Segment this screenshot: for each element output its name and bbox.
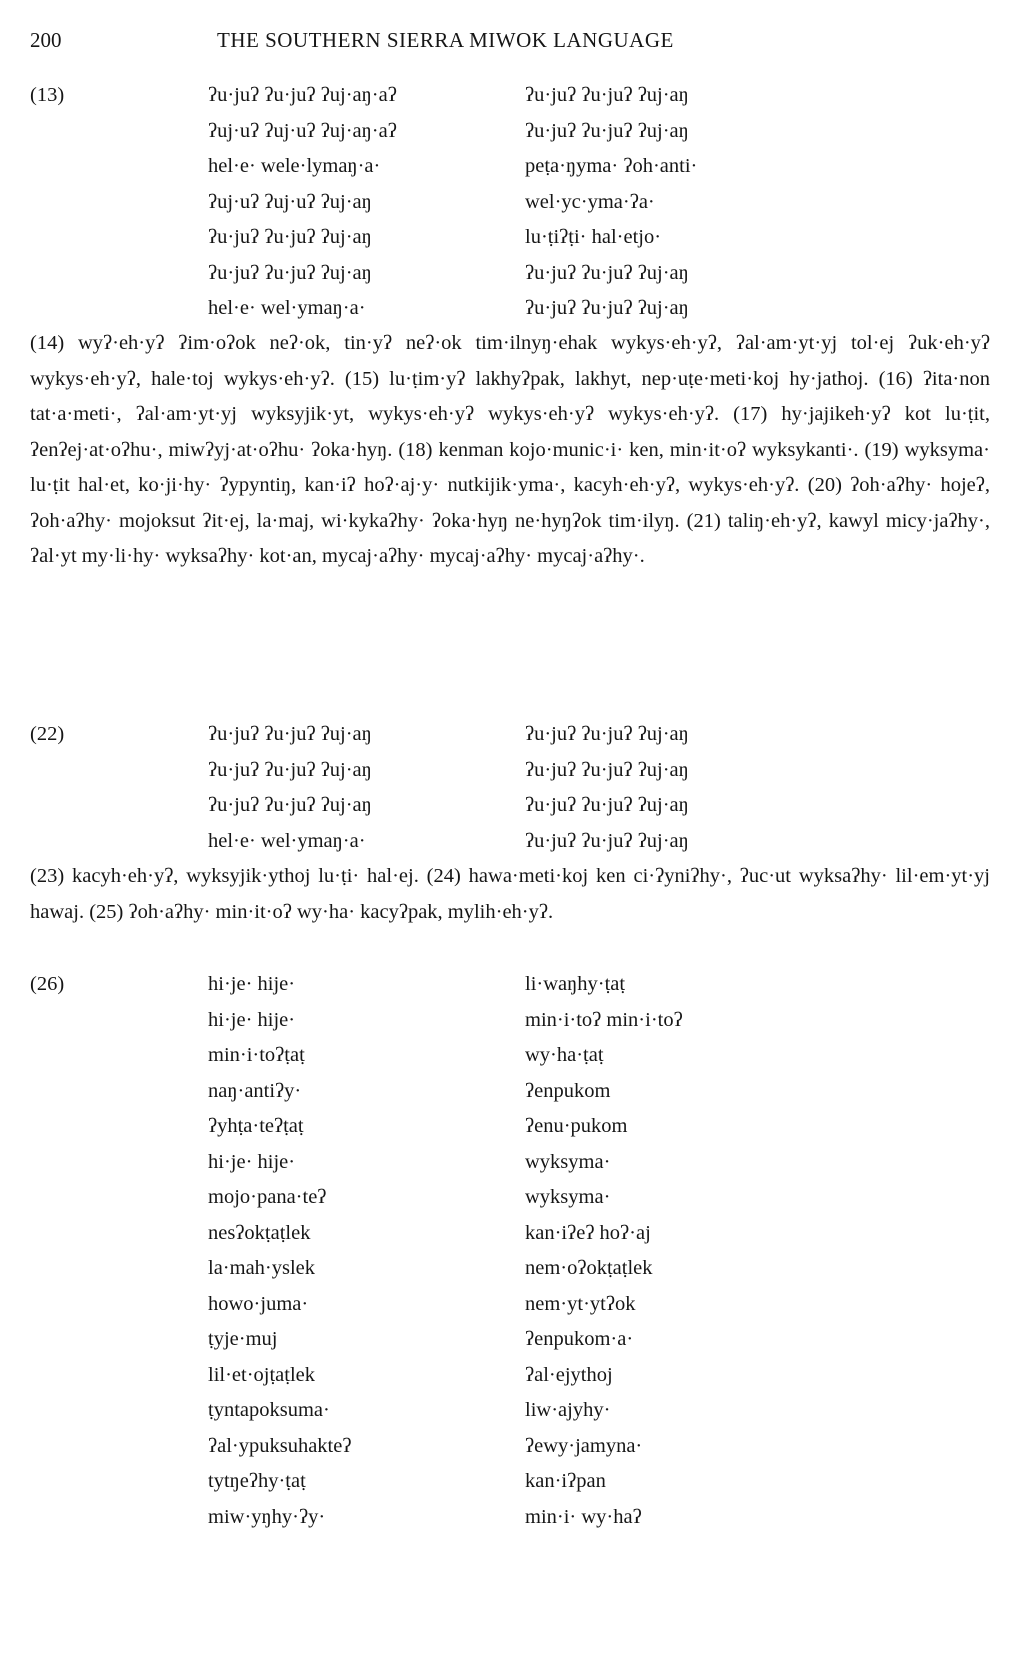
example-left-line: hi·je· hije· bbox=[208, 973, 296, 995]
example-row bbox=[30, 717, 990, 753]
example-right-line: min·i·toʔ min·i·toʔ bbox=[525, 1008, 683, 1031]
example-left-line: hi·je· hije· bbox=[208, 1008, 296, 1031]
example-left-line: ʔu·juʔ ʔu·juʔ ʔuj·aŋ bbox=[208, 723, 372, 745]
example-left-line: hel·e· wele·lymaŋ·a· bbox=[208, 155, 381, 177]
example-left-line: ʔu·juʔ ʔu·juʔ ʔuj·aŋ·aʔ bbox=[208, 84, 397, 106]
example-row bbox=[30, 256, 990, 292]
example-right-line: min·i· wy·haʔ bbox=[525, 1505, 642, 1528]
prose-paragraph-14-21 bbox=[30, 326, 990, 575]
example-13 bbox=[30, 78, 990, 327]
example-row bbox=[30, 1145, 990, 1181]
example-row bbox=[30, 1322, 990, 1358]
example-left-line: mojo·pana·teʔ bbox=[208, 1186, 327, 1208]
example-right-line: ʔenu·pukom bbox=[525, 1115, 628, 1137]
example-right-line: ʔu·juʔ ʔu·juʔ ʔuj·aŋ bbox=[525, 119, 689, 142]
example-right-line: li·waŋhy·ṭaṭ bbox=[525, 973, 626, 995]
example-left-line: ʔu·juʔ ʔu·juʔ ʔuj·aŋ bbox=[208, 226, 372, 248]
example-26 bbox=[30, 967, 990, 1535]
example-left-line: ʔu·juʔ ʔu·juʔ ʔuj·aŋ bbox=[208, 794, 372, 816]
example-right-line: ʔu·juʔ ʔu·juʔ ʔuj·aŋ bbox=[525, 723, 689, 745]
example-row bbox=[30, 1074, 990, 1110]
example-right-line: ʔu·juʔ ʔu·juʔ ʔuj·aŋ bbox=[525, 84, 689, 106]
example-right-line: kan·iʔeʔ hoʔ·aj bbox=[525, 1221, 651, 1244]
example-left-line: ʔu·juʔ ʔu·juʔ ʔuj·aŋ bbox=[208, 758, 372, 781]
example-row bbox=[30, 1287, 990, 1323]
example-row bbox=[30, 1109, 990, 1145]
example-right-line: ʔu·juʔ ʔu·juʔ ʔuj·aŋ bbox=[525, 758, 689, 781]
example-right-line: lu·ṭiʔṭi· hal·etjo· bbox=[525, 226, 662, 248]
example-right-line: ʔenpukom·a· bbox=[525, 1328, 634, 1350]
example-22-table bbox=[30, 717, 990, 859]
example-left-line: hel·e· wel·ymaŋ·a· bbox=[208, 297, 366, 319]
example-left-line: hel·e· wel·ymaŋ·a· bbox=[208, 829, 366, 852]
example-left-line: ṭyntapoksuma· bbox=[208, 1399, 330, 1421]
example-row bbox=[30, 824, 990, 860]
example-right-line: wyksyma· bbox=[525, 1186, 611, 1208]
example-right-line: ʔu·juʔ ʔu·juʔ ʔuj·aŋ bbox=[525, 297, 689, 319]
example-left-line: naŋ·antiʔy· bbox=[208, 1079, 302, 1102]
example-left-line: ʔyhṭa·teʔṭaṭ bbox=[208, 1115, 304, 1137]
example-row bbox=[30, 788, 990, 824]
example-left-line: ʔal·ypuksuhakteʔ bbox=[208, 1434, 352, 1457]
example-right-line: ʔewy·jamyna· bbox=[525, 1434, 643, 1457]
example-row bbox=[30, 1003, 990, 1039]
example-row bbox=[30, 1393, 990, 1429]
example-number: (22) bbox=[30, 723, 65, 745]
example-row bbox=[30, 78, 990, 114]
running-title: THE SOUTHERN SIERRA MIWOK LANGUAGE bbox=[217, 28, 674, 52]
example-left-line: hi·je· hije· bbox=[208, 1150, 296, 1173]
example-right-line: wy·ha·ṭaṭ bbox=[525, 1044, 604, 1066]
example-22 bbox=[30, 717, 990, 859]
example-row bbox=[30, 114, 990, 150]
example-left-line: ʔu·juʔ ʔu·juʔ ʔuj·aŋ bbox=[208, 261, 372, 284]
example-row bbox=[30, 967, 990, 1003]
example-row bbox=[30, 753, 990, 789]
example-row bbox=[30, 291, 990, 327]
example-left-line: min·i·toʔṭaṭ bbox=[208, 1044, 305, 1066]
prose-text: (23) kacyh·eh·yʔ, wyksyjik·ythoj lu·ṭi· hal·ej. (24) hawa·meti·koj ken ci·ʔyniʔhy·, ʔuc·ut wyksaʔhy· lil·em·yt·yj hawaj. (25) ʔoh·aʔhy· min·it·oʔ wy·ha· kacyʔpak, mylih·eh·yʔ. bbox=[30, 865, 990, 923]
example-row bbox=[30, 1429, 990, 1465]
example-left-line: ʔuj·uʔ ʔuj·uʔ ʔuj·aŋ bbox=[208, 190, 372, 213]
example-right-line: kan·iʔpan bbox=[525, 1470, 606, 1492]
example-left-line: la·mah·yslek bbox=[208, 1257, 316, 1279]
example-left-line: howo·juma· bbox=[208, 1292, 309, 1315]
example-row bbox=[30, 1180, 990, 1216]
page-number: 200 bbox=[30, 28, 62, 52]
example-row bbox=[30, 1251, 990, 1287]
example-row bbox=[30, 185, 990, 221]
example-right-line: peṭa·ŋyma· ʔoh·anti· bbox=[525, 155, 698, 177]
example-left-line: nesʔokṭaṭlek bbox=[208, 1221, 311, 1244]
example-left-line: ṭyje·muj bbox=[208, 1328, 278, 1350]
example-number: (26) bbox=[30, 973, 65, 995]
example-row bbox=[30, 1358, 990, 1394]
example-left-line: ʔuj·uʔ ʔuj·uʔ ʔuj·aŋ·aʔ bbox=[208, 119, 397, 142]
example-26-table bbox=[30, 967, 990, 1535]
example-row bbox=[30, 1500, 990, 1536]
prose-text: (14) wyʔ·eh·yʔ ʔim·oʔok neʔ·ok, tin·yʔ neʔ·ok tim·ilnyŋ·ehak wykys·eh·yʔ, ʔal·am·yt·yj tol·ej ʔuk·eh·yʔ wykys·eh·yʔ, hale·toj wykys·eh·yʔ. (15) lu·ṭim·yʔ lakhyʔpak, lakhyt, nep·uṭe·meti·koj hy·jathoj. (16) ʔita·non tat·a·meti·, ʔal·am·yt·yj wyksyjik·yt, wykys·eh·yʔ wykys·eh·yʔ wykys·eh·yʔ. (17) hy·jajikeh·yʔ kot lu·ṭit, ʔenʔej·at·oʔhu·, miwʔyj·at·oʔhu· ʔoka·hyŋ. (18) kenman kojo·munic·i· ken, min·it·oʔ wyksykanti·. (19) wyksyma· lu·ṭit hal·et, ko·ji·hy· ʔypyntiŋ, kan·iʔ hoʔ·aj·y· nutkijik·yma·, kacyh·eh·yʔ, wykys·eh·yʔ. (20) ʔoh·aʔhy· hojeʔ, ʔoh·aʔhy· mojoksut ʔit·ej, la·maj, wi·kykaʔhy· ʔoka·hyŋ ne·hyŋʔok tim·ilyŋ. (21) taliŋ·eh·yʔ, kawyl micy·jaʔhy·, ʔal·yt my·li·hy· wyksaʔhy· kot·an, mycaj·aʔhy· mycaj·aʔhy· mycaj·aʔhy·. bbox=[30, 332, 990, 567]
example-right-line: ʔal·ejythoj bbox=[525, 1363, 613, 1386]
example-right-line: liw·ajyhy· bbox=[525, 1399, 611, 1421]
example-right-line: wel·yc·yma·ʔa· bbox=[525, 190, 655, 213]
example-right-line: nem·yt·ytʔok bbox=[525, 1292, 636, 1315]
example-right-line: nem·oʔokṭaṭlek bbox=[525, 1257, 653, 1279]
example-right-line: ʔu·juʔ ʔu·juʔ ʔuj·aŋ bbox=[525, 829, 689, 852]
example-left-line: tytŋeʔhy·ṭaṭ bbox=[208, 1470, 306, 1492]
example-right-line: wyksyma· bbox=[525, 1150, 611, 1173]
example-left-line: miw·yŋhy·ʔy· bbox=[208, 1505, 326, 1528]
example-row bbox=[30, 149, 990, 185]
example-right-line: ʔu·juʔ ʔu·juʔ ʔuj·aŋ bbox=[525, 261, 689, 284]
example-left-line: lil·et·ojṭaṭlek bbox=[208, 1363, 316, 1386]
example-row bbox=[30, 1038, 990, 1074]
example-number: (13) bbox=[30, 84, 65, 106]
prose-paragraph-23-25 bbox=[30, 859, 990, 930]
example-row bbox=[30, 1464, 990, 1500]
page-header bbox=[30, 28, 990, 62]
example-right-line: ʔu·juʔ ʔu·juʔ ʔuj·aŋ bbox=[525, 794, 689, 816]
example-row bbox=[30, 220, 990, 256]
example-13-table bbox=[30, 78, 990, 327]
example-row bbox=[30, 1216, 990, 1252]
example-right-line: ʔenpukom bbox=[525, 1079, 611, 1102]
